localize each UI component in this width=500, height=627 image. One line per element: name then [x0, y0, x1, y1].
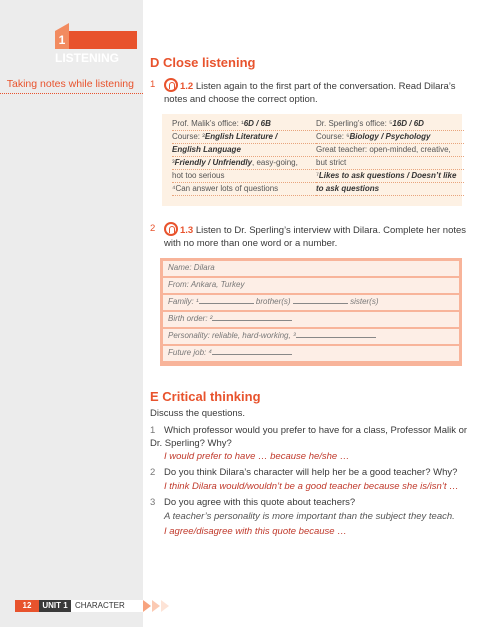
blank-field[interactable] — [212, 346, 292, 355]
question-text: Do you think Dilara’s character will help her be a good teacher? Why? — [164, 467, 458, 478]
form-row-future-job — [163, 346, 459, 361]
chevron-right-icon — [152, 600, 160, 612]
question-2 — [150, 466, 470, 479]
note-text: Great teacher: open-minded, creative, — [316, 145, 451, 154]
instruction-2 — [164, 222, 474, 250]
note-text: Course: ² — [172, 132, 205, 141]
note-line — [316, 183, 464, 196]
note-text: , easy-going, — [252, 158, 298, 167]
chapter-label: CHARACTER — [71, 600, 143, 612]
note-line — [316, 170, 464, 183]
notes-right-column — [316, 118, 464, 196]
note-text: but strict — [316, 158, 347, 167]
audio-track: 1.2 — [180, 81, 194, 92]
question-text: Do you agree with this quote about teachers? — [164, 497, 356, 508]
option-choice[interactable]: 6D / 6B — [243, 119, 271, 128]
note-line — [316, 144, 464, 157]
notes-form — [160, 258, 462, 366]
note-text: Prof. Malik’s office: ¹ — [172, 119, 244, 128]
section-number: 1 — [55, 31, 69, 49]
blank-field[interactable] — [212, 312, 292, 321]
option-choice[interactable]: Biology / Psychology — [349, 132, 431, 141]
birth-order-label: Birth order: ² — [168, 314, 213, 323]
note-line — [316, 131, 464, 144]
audio-icon[interactable] — [164, 78, 178, 92]
note-text: Dr. Sperling’s office: ⁵ — [316, 119, 393, 128]
future-job-label: Future job: ⁴ — [168, 348, 212, 357]
sisters-label: sister(s) — [350, 297, 379, 306]
instruction-1 — [164, 78, 474, 106]
question-3 — [150, 496, 470, 509]
note-line — [172, 170, 320, 183]
note-line — [172, 118, 320, 131]
option-choice[interactable]: Likes to ask questions / Doesn’t like — [318, 171, 457, 180]
blank-field[interactable] — [293, 295, 348, 304]
note-text: hot too serious — [172, 171, 225, 180]
answer-prompt: I think Dilara would/wouldn’t be a good teacher because she is/isn’t … — [164, 481, 459, 492]
note-line — [316, 157, 464, 170]
heading-critical-thinking: E Critical thinking — [150, 389, 261, 404]
form-row-from: From: Ankara, Turkey — [163, 278, 459, 293]
note-line — [316, 118, 464, 131]
option-choice[interactable]: English Language — [172, 145, 241, 154]
skill-label: Taking notes while listening — [0, 78, 143, 94]
question-text: Which professor would you prefer to have for a class, Professor Malik or Dr. Sperling? Why? — [150, 425, 468, 449]
note-text: ⁷ — [316, 171, 319, 180]
audio-track: 1.3 — [180, 225, 194, 236]
answer-prompt: I would prefer to have … because he/she … — [164, 451, 350, 462]
note-line — [172, 144, 320, 157]
note-line — [172, 157, 320, 170]
form-row-name: Name: Dilara — [163, 261, 459, 276]
option-choice[interactable]: 16D / 6D — [392, 119, 424, 128]
question-number: 2 — [150, 467, 156, 478]
note-text: Course: ⁶ — [316, 132, 350, 141]
note-text: ³ — [172, 158, 175, 167]
question-number: 3 — [150, 497, 156, 508]
section-header — [55, 31, 137, 65]
teacher-quote: A teacher’s personality is more important than the subject they teach. — [164, 511, 455, 522]
instruction-text: Listen again to the first part of the conversation. Read Dilara’s notes and choose the correct option. — [164, 81, 456, 105]
chevron-right-icon — [143, 600, 151, 612]
answer-prompt: I agree/disagree with this quote because … — [164, 526, 347, 537]
section-title: LISTENING — [55, 51, 120, 65]
form-row-personality — [163, 329, 459, 344]
margin-column — [0, 0, 143, 627]
question-number: 2 — [150, 223, 156, 234]
heading-close-listening: D Close listening — [150, 55, 256, 70]
family-label: Family: ¹ — [168, 297, 199, 306]
dilara-notes — [162, 114, 462, 206]
question-1 — [150, 424, 470, 450]
option-choice[interactable]: to ask questions — [316, 184, 380, 193]
header-tab-shape — [55, 23, 69, 31]
page-number: 12 — [15, 600, 39, 612]
question-number: 1 — [150, 425, 156, 436]
discuss-intro: Discuss the questions. — [150, 408, 246, 419]
chevron-right-icon — [161, 600, 169, 612]
question-number: 1 — [150, 79, 156, 90]
blank-field[interactable] — [199, 295, 254, 304]
notes-left-column — [172, 118, 320, 196]
instruction-text: Listen to Dr. Sperling’s interview with Dilara. Complete her notes with no more than one word or a number. — [164, 225, 467, 249]
note-line — [172, 183, 320, 196]
option-choice[interactable]: Friendly / Unfriendly — [174, 158, 253, 167]
audio-icon[interactable] — [164, 222, 178, 236]
unit-label: UNIT 1 — [39, 600, 71, 612]
form-row-birth-order — [163, 312, 459, 327]
form-row-family — [163, 295, 459, 310]
personality-label: Personality: reliable, hard-working, ³ — [168, 331, 296, 340]
blank-field[interactable] — [296, 329, 376, 338]
note-text: ⁴Can answer lots of questions — [172, 184, 279, 193]
brothers-label: brother(s) — [255, 297, 291, 306]
option-choice[interactable]: English Literature / — [204, 132, 278, 141]
note-line — [172, 131, 320, 144]
